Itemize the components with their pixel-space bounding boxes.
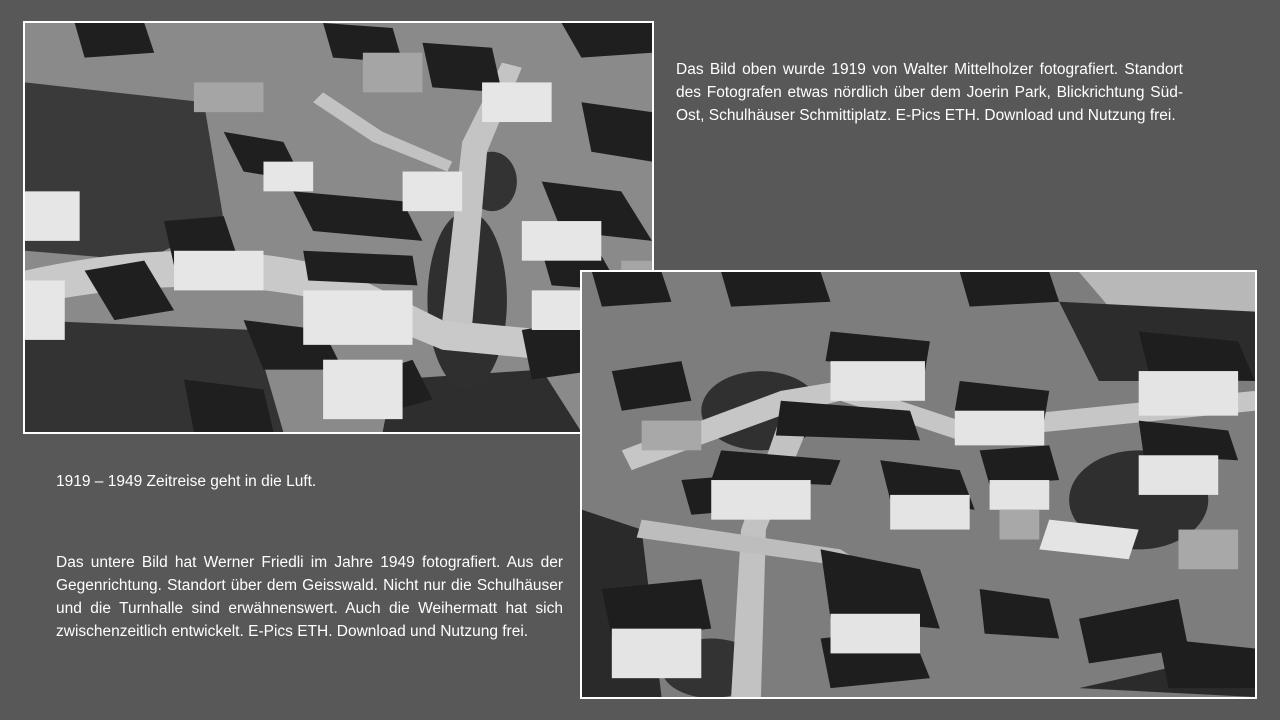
slide-title: 1919 – 1949 Zeitreise geht in die Luft. <box>56 473 317 490</box>
caption-top-photo: Das Bild oben wurde 1919 von Walter Mittelholzer fotografiert. Standort des Fotografen etwas nördlich über dem Joerin Park, Blickrichtung Süd-Ost, Schulhäuser Schmittiplatz. E-Pics ETH. Download und Nutzung frei. <box>676 61 1183 124</box>
aerial-photo-1949 <box>580 270 1257 699</box>
caption-bottom-photo: Das untere Bild hat Werner Friedli im Jahre 1949 fotografiert. Aus der Gegenrichtung. Standort über dem Geisswald. Nicht nur die Schulhäuser und die Turnhalle sind erwähnenswert. Auch die Weihermatt hat sich zwischenzeitlich entwickelt. E-Pics ETH. Download und Nutzung frei. <box>56 554 563 640</box>
aerial-photo-1949-graphic <box>582 272 1255 697</box>
aerial-photo-1919-graphic <box>25 23 652 432</box>
aerial-photo-1919 <box>23 21 654 434</box>
